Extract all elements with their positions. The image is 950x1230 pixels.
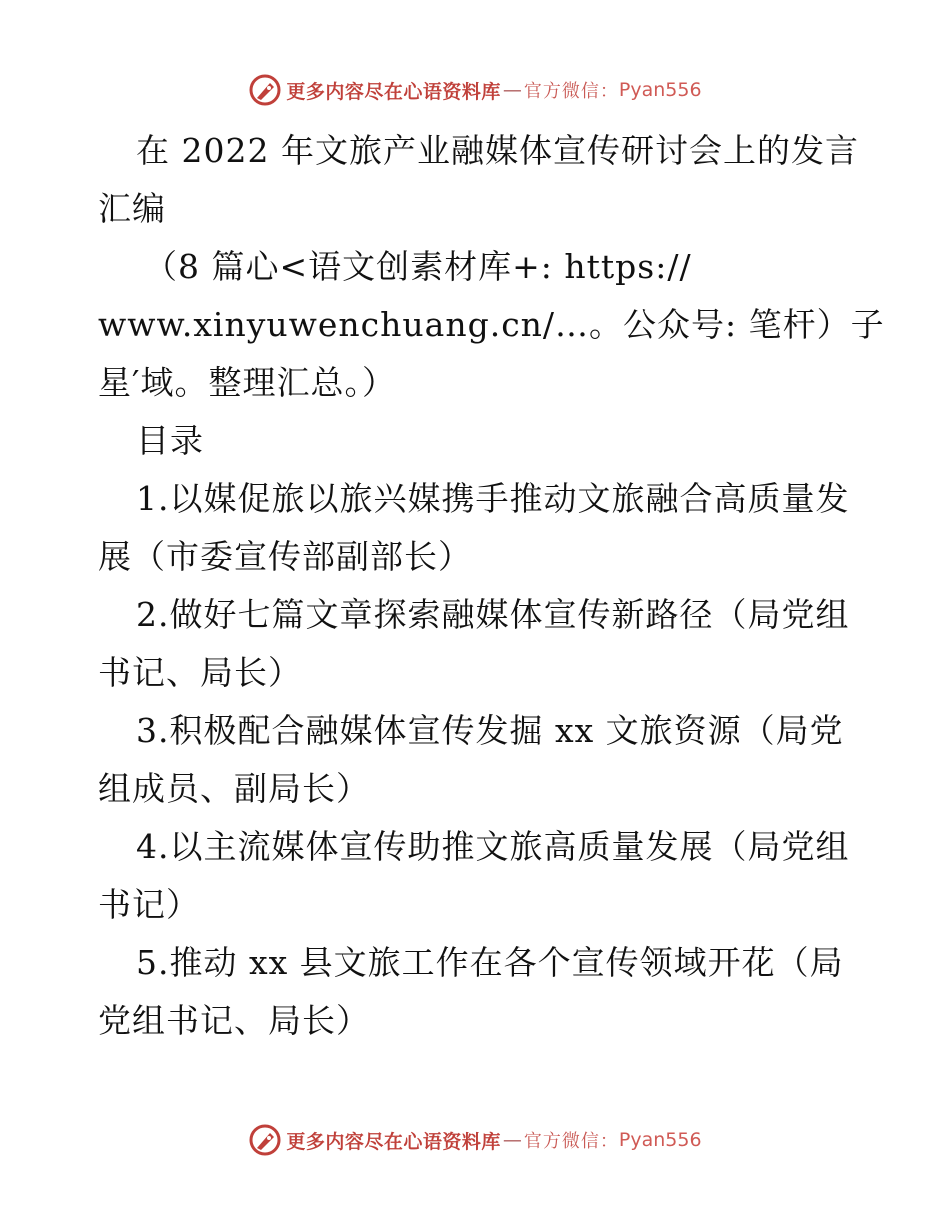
toc-item-4-line-2: 书记） xyxy=(98,885,200,924)
banner-dash: — xyxy=(502,1129,522,1151)
banner-wechat-label: 官方微信： xyxy=(523,1131,619,1152)
source-note-line-1: （8 篇心<语文创素材库+: https:// xyxy=(144,247,692,286)
toc-item-5-line-2: 党组书记、局长） xyxy=(98,1001,370,1040)
toc-item-1-line-1: 1.以媒促旅以旅兴媒携手推动文旅融合高质量发 xyxy=(136,479,850,518)
toc-item-2-line-1: 2.做好七篇文章探索融媒体宣传新路径（局党组 xyxy=(136,595,850,634)
toc-item-4-line-1: 4.以主流媒体宣传助推文旅高质量发展（局党组 xyxy=(136,827,850,866)
toc-item-3-line-2: 组成员、副局长） xyxy=(98,769,370,808)
toc-item-2-line-2: 书记、局长） xyxy=(98,653,302,692)
banner-wechat-id: Pyan556 xyxy=(618,79,702,101)
pen-nib-circle-icon xyxy=(248,1123,282,1157)
source-note-line-3: 星′域。整理汇总。） xyxy=(98,363,396,402)
toc-heading: 目录 xyxy=(136,421,204,460)
banner-main-text: 更多内容尽在心语资料库 xyxy=(286,80,501,103)
document-body xyxy=(98,122,885,1050)
banner-dash: — xyxy=(502,79,522,101)
banner-wechat-id: Pyan556 xyxy=(618,1129,702,1151)
footer-watermark-banner xyxy=(0,1120,950,1160)
banner-wechat-label: 官方微信： xyxy=(523,81,619,102)
banner-main-text: 更多内容尽在心语资料库 xyxy=(286,1130,501,1153)
pen-nib-circle-icon xyxy=(248,73,282,107)
source-note-line-2: www.xinyuwenchuang.cn/…。公众号: 笔杆）子 xyxy=(98,305,885,344)
document-title-line-1: 在 2022 年文旅产业融媒体宣传研讨会上的发言 xyxy=(136,131,859,170)
document-title-line-2: 汇编 xyxy=(98,189,166,228)
toc-item-1-line-2: 展（市委宣传部副部长） xyxy=(98,537,472,576)
toc-item-3-line-1: 3.积极配合融媒体宣传发掘 xx 文旅资源（局党 xyxy=(136,711,844,750)
header-watermark-banner xyxy=(0,70,950,110)
toc-item-5-line-1: 5.推动 xx 县文旅工作在各个宣传领域开花（局 xyxy=(136,943,844,982)
